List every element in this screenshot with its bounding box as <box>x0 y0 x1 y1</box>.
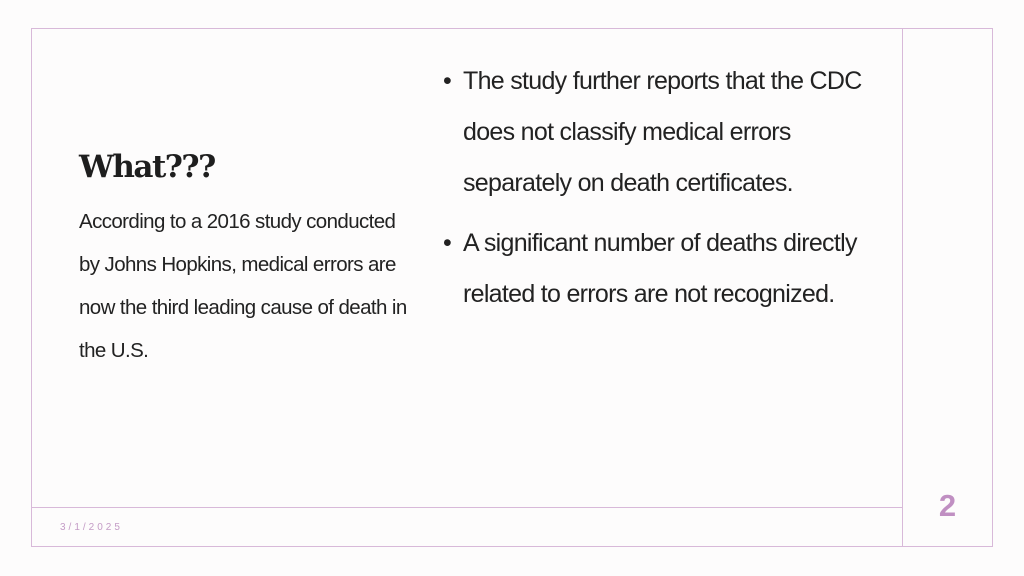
slide-title: What??? <box>79 149 215 185</box>
bullet-text: A significant number of deaths directly related to errors are not recognized. <box>463 229 857 308</box>
bullet-list <box>440 56 880 329</box>
bullet-item <box>440 56 880 209</box>
bullet-text: The study further reports that the CDC does not classify medical errors separately on death certificates. <box>463 67 862 197</box>
frame-vertical-divider <box>902 28 903 547</box>
bullet-icon: • <box>443 67 452 95</box>
bullet-icon: • <box>443 229 452 257</box>
bullet-item <box>440 218 880 320</box>
footer-date: 3/1/2025 <box>60 522 123 533</box>
frame-horizontal-divider <box>31 507 902 508</box>
intro-text: According to a 2016 study conducted by Johns Hopkins, medical errors are now the third leading cause of death in the U.S. <box>79 210 407 362</box>
page-number: 2 <box>938 488 957 523</box>
